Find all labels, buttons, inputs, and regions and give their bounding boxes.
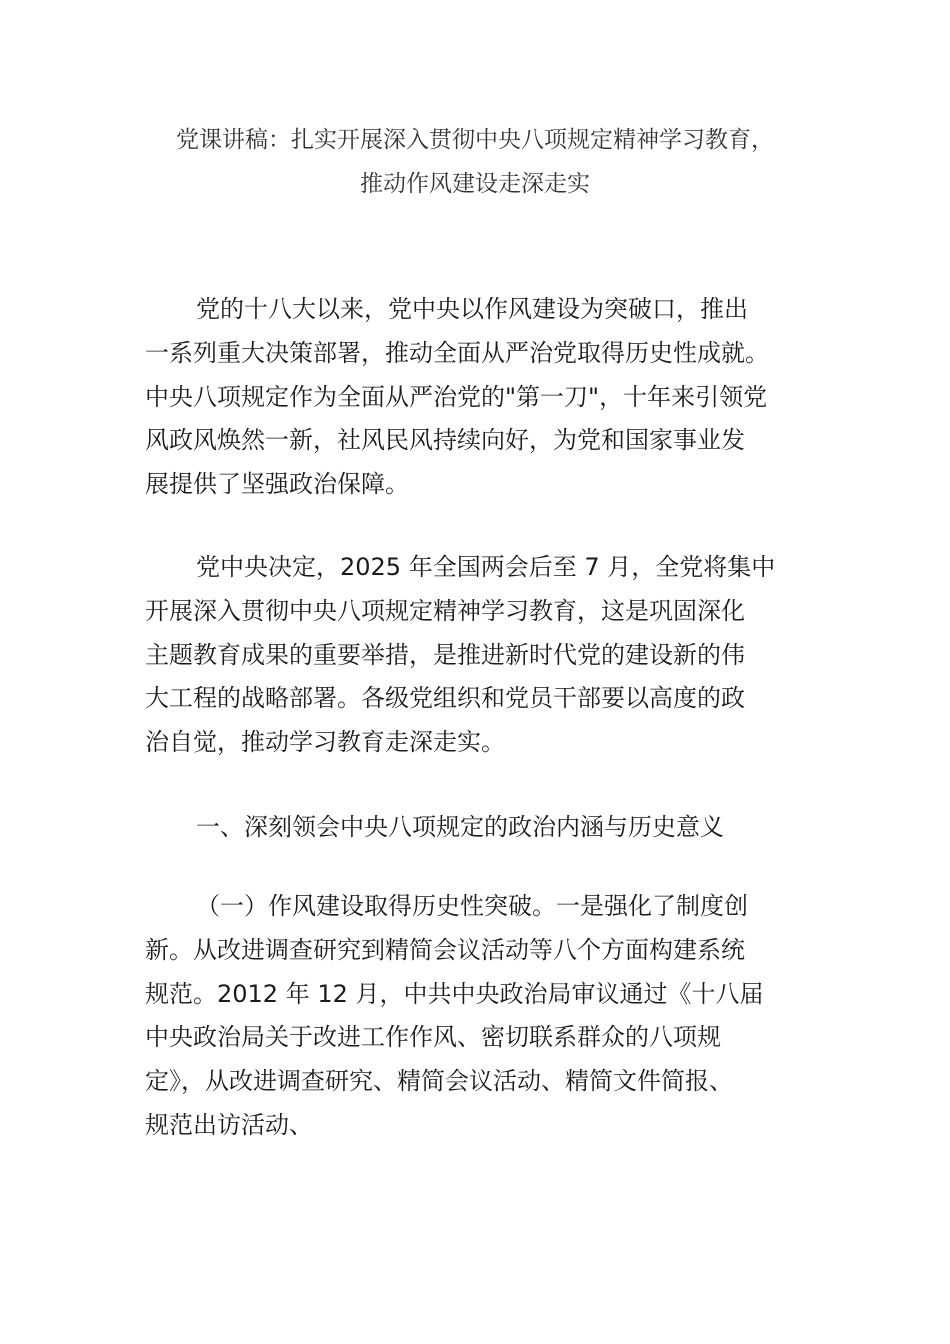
paragraph-line: （一）作风建设取得历史性突破。一是强化了制度创 bbox=[196, 892, 748, 920]
paragraph-line: 风政风焕然一新，社风民风持续向好，为党和国家事业发 bbox=[145, 426, 745, 455]
paragraph-line: 定》，从改进调查研究、精简会议活动、精简文件简报、 bbox=[145, 1067, 733, 1096]
paragraph-intro bbox=[145, 288, 809, 507]
section-heading-text: 一、深刻领会中央八项规定的政治内涵与历史意义 bbox=[196, 813, 724, 841]
paragraph-line: 规范出访活动、 bbox=[145, 1110, 313, 1139]
paragraph-line: 规范。2012 年 12 月，中共中央政治局审议通过《十八届 bbox=[145, 979, 764, 1008]
paragraph-line: 大工程的战略部署。各级党组织和党员干部要以高度的政 bbox=[145, 684, 745, 713]
paragraph-line: 中央八项规定作为全面从严治党的"第一刀"，十年来引领党 bbox=[145, 382, 768, 411]
paragraph-line: 党中央决定，2025 年全国两会后至 7 月，全党将集中 bbox=[196, 553, 776, 581]
paragraph-section-1 bbox=[145, 885, 809, 1148]
paragraph-line: 治自觉，推动学习教育走深走实。 bbox=[145, 728, 505, 757]
section-heading bbox=[145, 806, 809, 850]
paragraph-line: 中央政治局关于改进工作作风、密切联系群众的八项规 bbox=[145, 1023, 721, 1052]
paragraph-decision bbox=[145, 546, 809, 765]
title-line: 推动作风建设走深走实 bbox=[360, 171, 590, 197]
paragraph-line: 党的十八大以来，党中央以作风建设为突破口，推出 bbox=[196, 295, 748, 323]
paragraph-line: 开展深入贯彻中央八项规定精神学习教育，这是巩固深化 bbox=[145, 596, 745, 625]
paragraph-line: 新。从改进调查研究到精简会议活动等八个方面构建系统 bbox=[145, 935, 745, 964]
document-title bbox=[140, 118, 810, 206]
paragraph-line: 主题教育成果的重要举措，是推进新时代党的建设新的伟 bbox=[145, 640, 745, 669]
paragraph-line: 一系列重大决策部署，推动全面从严治党取得历史性成就。 bbox=[145, 338, 769, 367]
title-line: 党课讲稿：扎实开展深入贯彻中央八项规定精神学习教育， bbox=[176, 127, 774, 153]
paragraph-line: 展提供了坚强政治保障。 bbox=[145, 470, 409, 499]
